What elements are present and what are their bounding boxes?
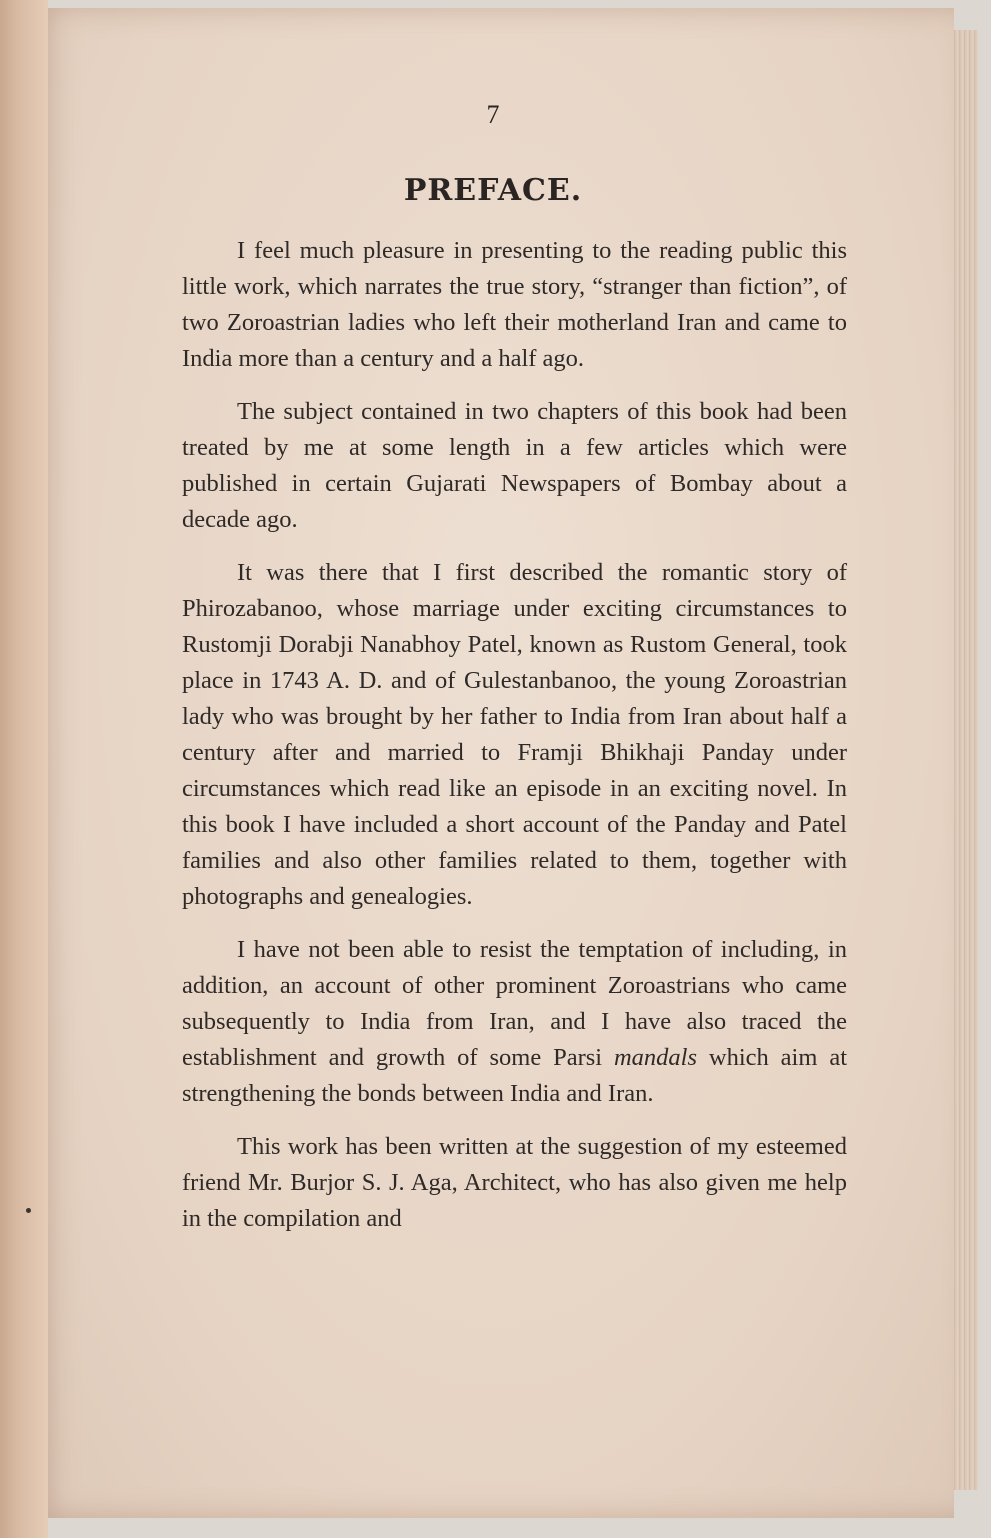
paragraph-3: It was there that I first described the romantic story of Phirozabanoo, whose marriage under exciting circumstances to Rustomji Dorabji Nanabhoy Patel, known as Rustom General, took place in 1743 A. D. and of Gulestanbanoo, the young Zoroastrian lady who was brought by her father to India from Iran about half a century after and married to Framji Bhikhaji Panday under circumstances which read like an episode in an exciting novel. In this book I have included a short account of the Panday and Patel families and also other families related to them, together with photographs and genealogies. [182,559,847,910]
paragraph-4 [182,932,847,1112]
paragraph-1: I feel much pleasure in presenting to the reading public this little work, which narrates the true story, “stranger than fiction”, of two Zoroastrian ladies who left their motherland Iran and came to India more than a century and a half ago. [182,237,847,372]
page-number: 7 [486,100,500,129]
binding-mark [26,1208,31,1213]
paragraph-4-text-start: I have not been able to resist the temptation of including, in addition, an account of other prominent Zoroastrians who came subsequently to India from Iran, and I have also traced the establishment and growth of some Parsi [182,936,847,1071]
paragraph-5: This work has been written at the suggestion of my esteemed friend Mr. Burjor S. J. Aga, Architect, who has also given me help in the compilation and [182,1133,847,1232]
paragraph-4-italic: mandals [613,1044,698,1071]
paragraph-2: The subject contained in two chapters of this book had been treated by me at some length in a few articles which were published in certain Gujarati Newspapers of Bombay about a decade ago. [182,398,847,533]
preface-body [182,233,847,1254]
book-cover-edge [0,0,48,1538]
book-page [32,8,954,1518]
paragraph-4-text-end: which aim at strengthening the bonds between India and Iran. [182,1044,847,1107]
page-title: PREFACE. [403,173,583,208]
page-edges [950,30,978,1490]
